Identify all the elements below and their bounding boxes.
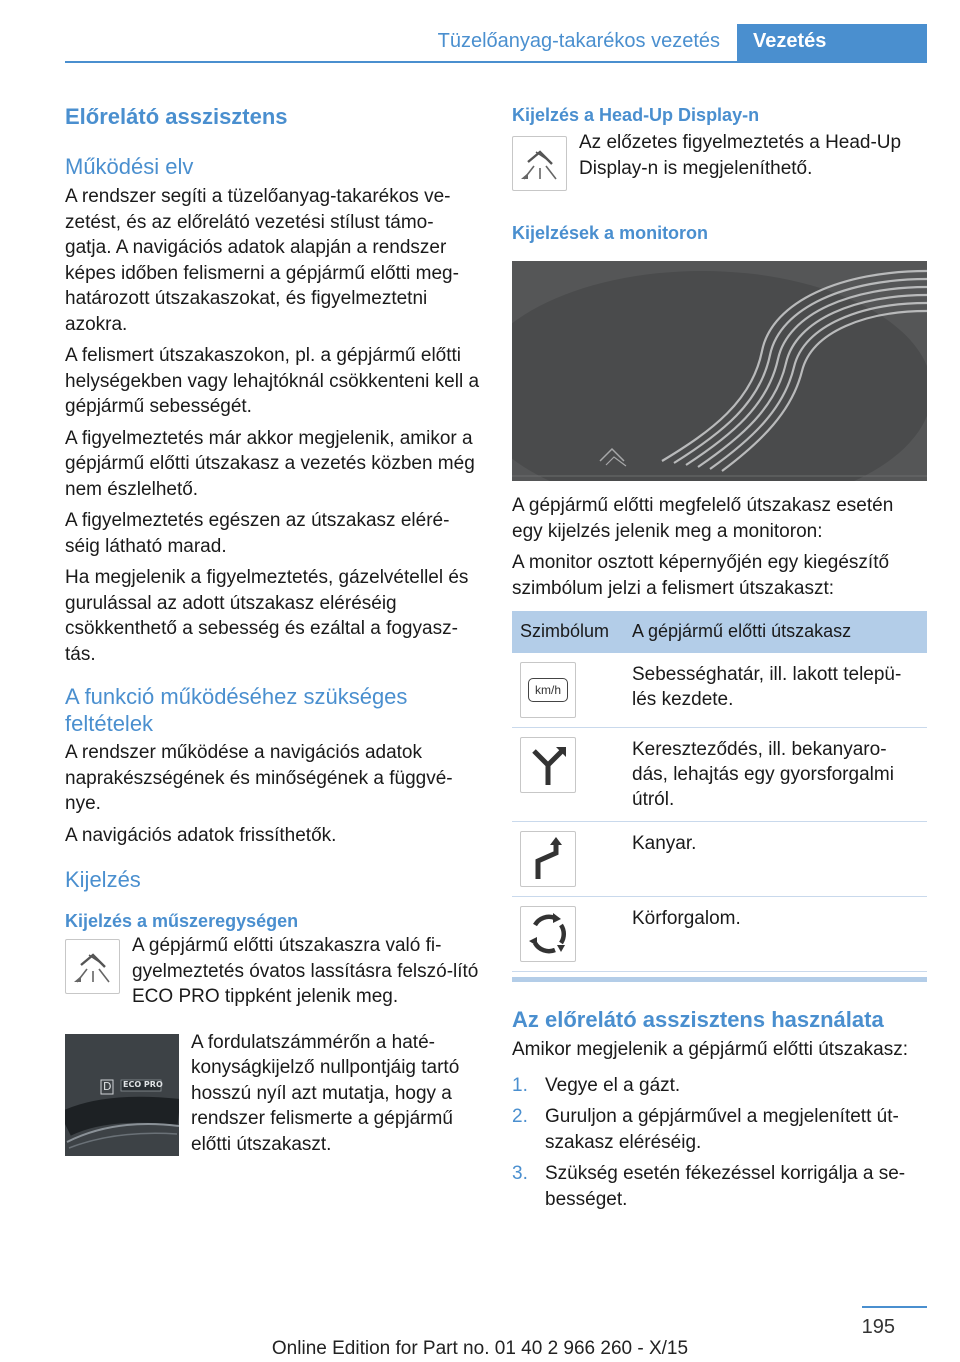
list-item: 2. Guruljon a gépjárművel a megjelenített út-szakasz eléréséig. xyxy=(512,1106,899,1153)
monitor-screenshot xyxy=(512,261,927,481)
heading-requirements: A funkció működéséhez szükséges feltételek xyxy=(65,684,408,736)
monitor-paragraph-1: A gépjármű előtti megfelelő útszakasz esetén egy kijelzés jelenik meg a monitoron: xyxy=(512,495,894,542)
table-header-description: A gépjármű előtti útszakasz xyxy=(624,611,927,653)
table-header-symbol: Szimbólum xyxy=(512,611,624,653)
dash-mode-label: ECO PRO xyxy=(123,1079,163,1089)
junction-icon xyxy=(520,737,576,793)
heading-monitor: Kijelzések a monitoron xyxy=(512,223,709,243)
instrument-indicator-text: A gépjármű előtti útszakaszra való fi-gyelmeztetés óvatos lassításra felszó-lító ECO PRO tippként jelenik meg. xyxy=(132,935,479,1007)
paragraph-2: A felismert útszakaszokon, pl. a gépjármű előtti helységekben vagy lehajtóknál csökkenteni kell a gépjármű sebességét. xyxy=(65,345,480,417)
table-row xyxy=(512,897,927,972)
roundabout-icon xyxy=(520,906,576,962)
hud-indicator-row xyxy=(512,132,927,191)
table-row xyxy=(512,822,927,897)
speed-limit-kmh-icon xyxy=(520,662,576,718)
header-rule xyxy=(65,61,927,63)
kmh-label: km/h xyxy=(534,682,561,697)
symbol-table xyxy=(512,611,927,972)
table-row xyxy=(512,728,927,822)
table-cell-description: Kereszteződés, ill. bekanyaro-dás, lehajtás egy gyorsforgalmi útról. xyxy=(624,728,927,822)
footer-rule xyxy=(862,1306,927,1308)
table-cell-description: Kanyar. xyxy=(624,822,927,897)
heading-hud: Kijelzés a Head-Up Display-n xyxy=(512,105,760,125)
hud-warning-icon xyxy=(512,136,567,191)
paragraph-7: A navigációs adatok frissíthetők. xyxy=(65,824,337,846)
paragraph-3: A figyelmeztetés már akkor megjelenik, amikor a gépjármű előtti útszakasz a vezetés közben még nem észlelhető. xyxy=(65,427,475,500)
paragraph-5: Ha megjelenik a figyelmeztetés, gázelvétellel és gurulással az adott útszakasz eléréséig csökkenthető a sebesség és ezáltal a fogyasz-tás. xyxy=(65,567,469,665)
running-header-section: Tüzelőanyag-takarékos vezetés xyxy=(437,30,720,52)
right-column xyxy=(512,100,927,1218)
dash-gear-label: D xyxy=(103,1079,112,1093)
heading-usage: Az előrelátó asszisztens használata xyxy=(512,1007,884,1032)
instrument-indicator-row xyxy=(65,935,480,1010)
table-bottom-rule xyxy=(512,977,927,982)
paragraph-6: A rendszer működése a navigációs adatok naprakészségének és minőségének a függvé-nye. xyxy=(65,742,453,814)
edition-note: Online Edition for Part no. 01 40 2 966 260 - X/15 xyxy=(271,1338,689,1359)
heading-principle: Működési elv xyxy=(65,154,194,179)
table-row xyxy=(512,653,927,728)
monitor-paragraph-2: A monitor osztott képernyőjén egy kiegészítő szimbólum jelzi a felismert útszakaszt: xyxy=(512,552,890,599)
hud-text: Az előzetes figyelmeztetés a Head-Up Display-n is megjeleníthető. xyxy=(579,132,902,179)
page-number: 195 xyxy=(861,1316,895,1338)
tachometer-image xyxy=(65,1034,179,1156)
heading-instrument-cluster: Kijelzés a műszeregységen xyxy=(65,911,299,931)
tachometer-text: A fordulatszámmérőn a haté-konyságkijelző nullpontjáig tartó hosszú nyíl azt mutatja, hogy a rendszer felismerte a gépjármű előtti útszakaszt. xyxy=(191,1031,460,1155)
usage-intro: Amikor megjelenik a gépjármű előtti útszakasz: xyxy=(512,1039,909,1060)
curve-icon xyxy=(520,831,576,887)
section-title: Előrelátó asszisztens xyxy=(65,104,288,129)
paragraph-4: A figyelmeztetés egészen az útszakasz eléré-séig látható marad. xyxy=(65,510,450,557)
list-item: 3. Szükség esetén fékezéssel korrigálja a se-bességet. xyxy=(512,1163,906,1210)
table-cell-description: Körforgalom. xyxy=(624,897,927,972)
heading-display: Kijelzés xyxy=(65,867,141,892)
chapter-tab: Vezetés xyxy=(737,24,927,63)
anticipatory-warning-icon xyxy=(65,939,120,994)
table-cell-description: Sebességhatár, ill. lakott telepü-lés kezdete. xyxy=(624,653,927,728)
usage-steps xyxy=(512,1073,927,1213)
left-column xyxy=(65,100,480,1157)
list-item: 1. Vegye el a gázt. xyxy=(512,1074,681,1096)
paragraph-1: A rendszer segíti a tüzelőanyag-takarékos ve-zetést, és az előrelátó vezetési stílust támo-gatja. A navigációs adatok alapján a rendszer képes időben felismerni a gépjármű előtti meg-határozott útszakaszokat, és figyelmeztetni azokra. xyxy=(65,186,459,335)
tachometer-row xyxy=(65,1031,480,1158)
table-header-row xyxy=(512,611,927,653)
